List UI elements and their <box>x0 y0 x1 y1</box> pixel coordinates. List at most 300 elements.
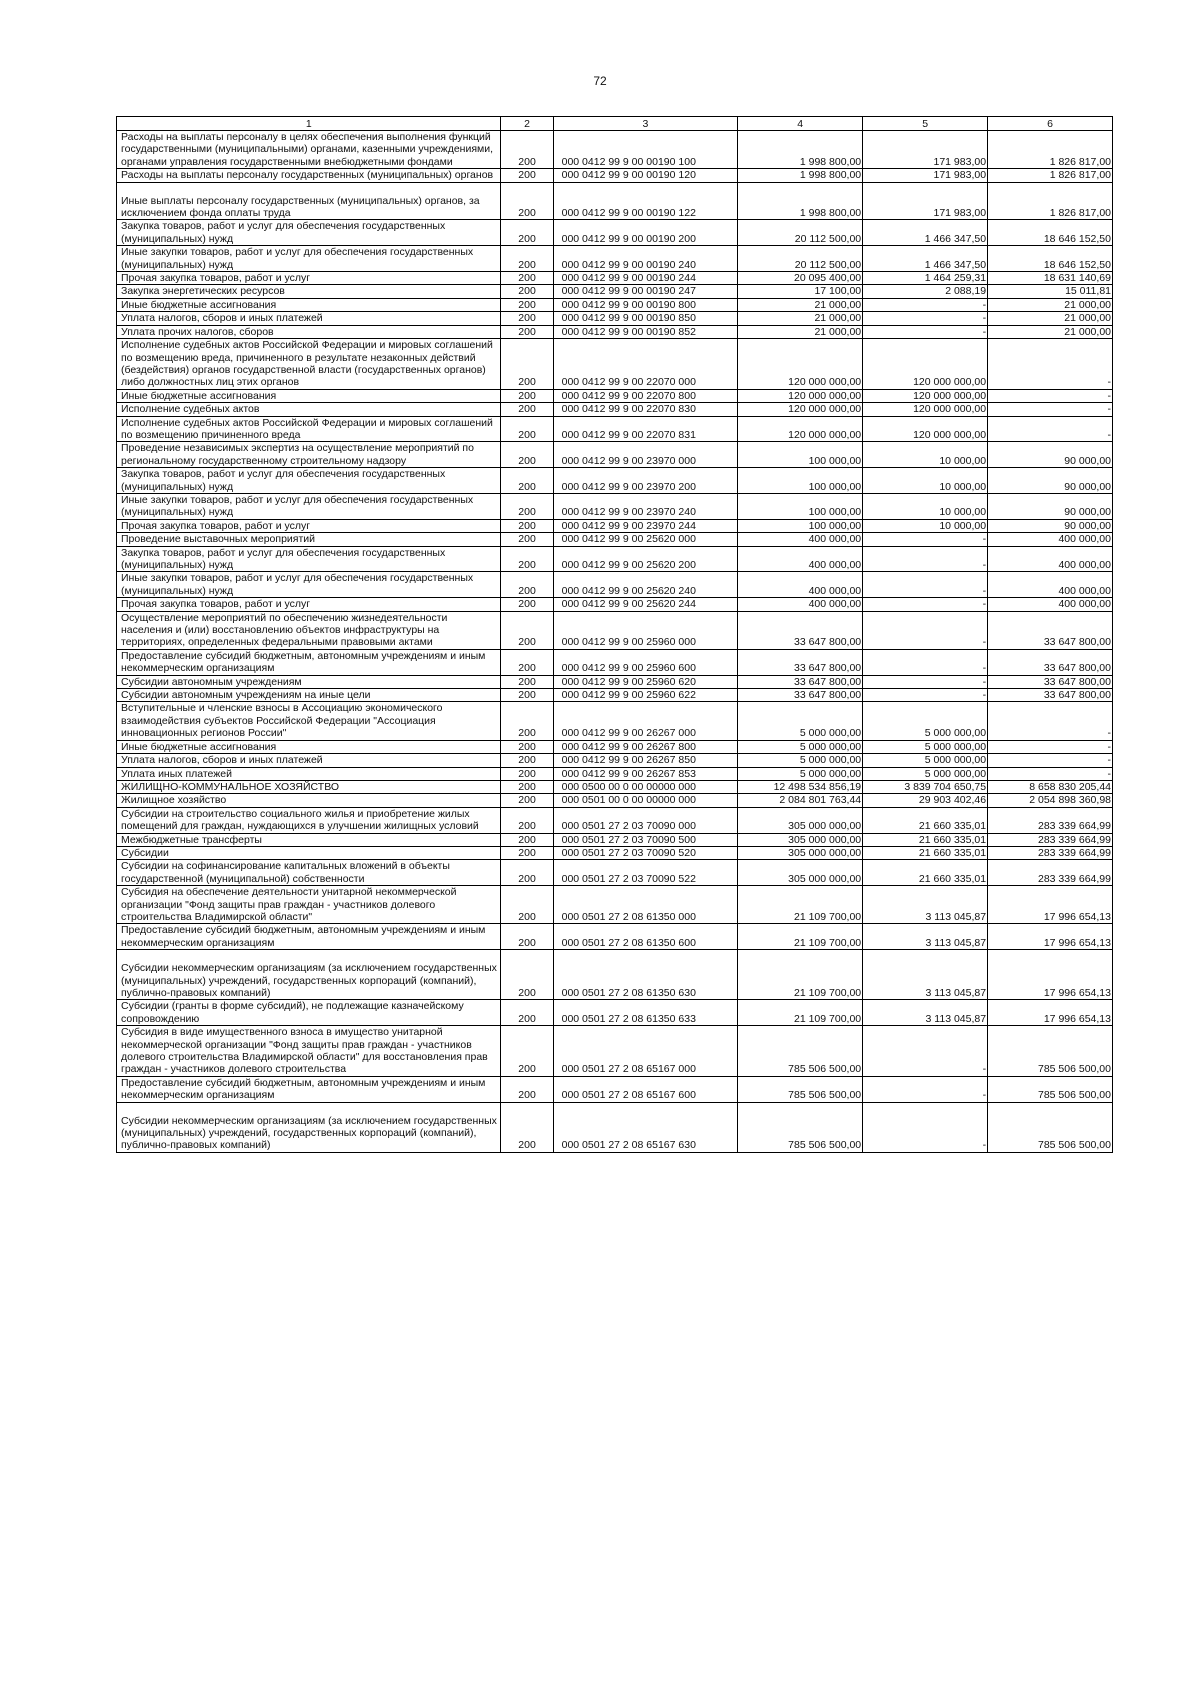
approved-amount: 33 647 800,00 <box>738 689 863 702</box>
expense-name: Закупка товаров, работ и услуг для обеспечения государственных (муниципальных) нужд <box>117 546 501 572</box>
budget-classification-code: 000 0412 99 9 00 00190 852 <box>553 325 738 338</box>
admin-code: 200 <box>501 416 553 442</box>
executed-amount: 21 660 335,01 <box>863 833 988 846</box>
remaining-amount: 21 000,00 <box>988 312 1113 325</box>
budget-classification-code: 000 0412 99 9 00 00190 120 <box>553 169 738 182</box>
approved-amount: 21 109 700,00 <box>738 950 863 1000</box>
admin-code: 200 <box>501 675 553 688</box>
remaining-amount: 1 826 817,00 <box>988 169 1113 182</box>
executed-amount: 5 000 000,00 <box>863 740 988 753</box>
approved-amount: 5 000 000,00 <box>738 740 863 753</box>
expense-name: ЖИЛИЩНО-КОММУНАЛЬНОЕ ХОЗЯЙСТВО <box>117 780 501 793</box>
table-row <box>117 220 1113 246</box>
expense-name: Проведение выставочных мероприятий <box>117 533 501 546</box>
budget-classification-code: 000 0501 27 2 03 70090 522 <box>553 860 738 886</box>
table-row <box>117 533 1113 546</box>
table-row <box>117 924 1113 950</box>
column-number: 4 <box>738 117 863 131</box>
approved-amount: 120 000 000,00 <box>738 416 863 442</box>
approved-amount: 17 100,00 <box>738 285 863 298</box>
executed-amount: 3 839 704 650,75 <box>863 780 988 793</box>
budget-classification-code: 000 0412 99 9 00 25960 600 <box>553 649 738 675</box>
admin-code: 200 <box>501 754 553 767</box>
executed-amount: 5 000 000,00 <box>863 702 988 740</box>
budget-classification-code: 000 0501 27 2 08 61350 000 <box>553 886 738 924</box>
table-row <box>117 182 1113 220</box>
expense-name: Исполнение судебных актов <box>117 403 501 416</box>
table-row <box>117 702 1113 740</box>
admin-code: 200 <box>501 572 553 598</box>
remaining-amount: 785 506 500,00 <box>988 1102 1113 1152</box>
admin-code: 200 <box>501 794 553 807</box>
remaining-amount: - <box>988 754 1113 767</box>
remaining-amount: 33 647 800,00 <box>988 649 1113 675</box>
approved-amount: 400 000,00 <box>738 572 863 598</box>
budget-classification-code: 000 0412 99 9 00 00190 200 <box>553 220 738 246</box>
executed-amount: - <box>863 1076 988 1102</box>
expense-name: Субсидии (гранты в форме субсидий), не подлежащие казначейскому сопровождению <box>117 1000 501 1026</box>
executed-amount: - <box>863 689 988 702</box>
executed-amount: - <box>863 312 988 325</box>
table-row <box>117 846 1113 859</box>
table-row <box>117 598 1113 611</box>
executed-amount: - <box>863 533 988 546</box>
table-row <box>117 403 1113 416</box>
budget-classification-code: 000 0500 00 0 00 00000 000 <box>553 780 738 793</box>
budget-classification-code: 000 0412 99 9 00 23970 244 <box>553 519 738 532</box>
cell-spacer <box>121 950 497 962</box>
expense-name: Осуществление мероприятий по обеспечению жизнедеятельности населения и (или) восстановлению объектов инфраструктуры на территориях, определенных федеральными правовыми актами <box>117 611 501 649</box>
budget-classification-code: 000 0412 99 9 00 23970 200 <box>553 468 738 494</box>
admin-code: 200 <box>501 689 553 702</box>
budget-classification-code: 000 0412 99 9 00 00190 800 <box>553 298 738 311</box>
approved-amount: 21 109 700,00 <box>738 886 863 924</box>
admin-code: 200 <box>501 312 553 325</box>
table-row <box>117 546 1113 572</box>
budget-classification-code: 000 0501 27 2 08 61350 630 <box>553 950 738 1000</box>
remaining-amount: 1 826 817,00 <box>988 182 1113 220</box>
table-row <box>117 807 1113 833</box>
budget-classification-code: 000 0412 99 9 00 22070 000 <box>553 339 738 390</box>
executed-amount: - <box>863 598 988 611</box>
executed-amount: 10 000,00 <box>863 442 988 468</box>
approved-amount: 120 000 000,00 <box>738 339 863 390</box>
admin-code: 200 <box>501 860 553 886</box>
remaining-amount: 21 000,00 <box>988 298 1113 311</box>
executed-amount: 1 466 347,50 <box>863 246 988 272</box>
remaining-amount: 283 339 664,99 <box>988 833 1113 846</box>
expense-name: Субсидия в виде имущественного взноса в имущество унитарной некоммерческой организации "Фонд защиты прав граждан - участников долевого строительства Владимирской области" для восстановления прав граждан - участников долевого строительства <box>117 1026 501 1077</box>
admin-code: 200 <box>501 339 553 390</box>
executed-amount: 5 000 000,00 <box>863 754 988 767</box>
table-row <box>117 780 1113 793</box>
admin-code: 200 <box>501 833 553 846</box>
budget-classification-code: 000 0412 99 9 00 26267 853 <box>553 767 738 780</box>
admin-code: 200 <box>501 169 553 182</box>
admin-code: 200 <box>501 846 553 859</box>
expense-name <box>117 1102 501 1152</box>
approved-amount: 1 998 800,00 <box>738 131 863 169</box>
expense-name: Субсидии на софинансирование капитальных вложений в объекты государственной (муниципальной) собственности <box>117 860 501 886</box>
expense-name: Иные закупки товаров, работ и услуг для обеспечения государственных (муниципальных) нужд <box>117 246 501 272</box>
column-number: 5 <box>863 117 988 131</box>
table-row <box>117 1076 1113 1102</box>
admin-code: 200 <box>501 325 553 338</box>
executed-amount: 21 660 335,01 <box>863 807 988 833</box>
approved-amount: 33 647 800,00 <box>738 611 863 649</box>
admin-code: 200 <box>501 1000 553 1026</box>
executed-amount: 29 903 402,46 <box>863 794 988 807</box>
expense-name: Расходы на выплаты персоналу государственных (муниципальных) органов <box>117 169 501 182</box>
expense-name: Уплата иных платежей <box>117 767 501 780</box>
expense-name: Предоставление субсидий бюджетным, автономным учреждениям и иным некоммерческим организациям <box>117 649 501 675</box>
admin-code: 200 <box>501 767 553 780</box>
expense-name: Прочая закупка товаров, работ и услуг <box>117 598 501 611</box>
expense-name: Межбюджетные трансферты <box>117 833 501 846</box>
expense-name: Иные закупки товаров, работ и услуг для обеспечения государственных (муниципальных) нужд <box>117 572 501 598</box>
expense-name: Прочая закупка товаров, работ и услуг <box>117 272 501 285</box>
approved-amount: 400 000,00 <box>738 546 863 572</box>
remaining-amount: 400 000,00 <box>988 546 1113 572</box>
remaining-amount: 21 000,00 <box>988 325 1113 338</box>
approved-amount: 100 000,00 <box>738 442 863 468</box>
budget-classification-code: 000 0501 27 2 08 61350 633 <box>553 1000 738 1026</box>
remaining-amount: 17 996 654,13 <box>988 924 1113 950</box>
executed-amount: 120 000 000,00 <box>863 389 988 402</box>
approved-amount: 100 000,00 <box>738 468 863 494</box>
remaining-amount: 33 647 800,00 <box>988 675 1113 688</box>
admin-code: 200 <box>501 886 553 924</box>
table-row <box>117 272 1113 285</box>
admin-code: 200 <box>501 403 553 416</box>
expense-name: Жилищное хозяйство <box>117 794 501 807</box>
approved-amount: 785 506 500,00 <box>738 1026 863 1077</box>
table-row <box>117 442 1113 468</box>
admin-code: 200 <box>501 519 553 532</box>
budget-classification-code: 000 0412 99 9 00 00190 247 <box>553 285 738 298</box>
remaining-amount: - <box>988 767 1113 780</box>
executed-amount: 21 660 335,01 <box>863 860 988 886</box>
table-row <box>117 1000 1113 1026</box>
budget-classification-code: 000 0412 99 9 00 25960 000 <box>553 611 738 649</box>
column-number-row <box>117 117 1113 131</box>
table-row <box>117 325 1113 338</box>
budget-classification-code: 000 0501 27 2 03 70090 500 <box>553 833 738 846</box>
table-row <box>117 740 1113 753</box>
expense-name: Исполнение судебных актов Российской Федерации и мировых соглашений по возмещению вреда, причиненного в результате незаконных действий (бездействия) органов государственной власти (государственных органов) либо должностных лиц этих органов <box>117 339 501 390</box>
expense-name: Уплата прочих налогов, сборов <box>117 325 501 338</box>
budget-classification-code: 000 0501 27 2 03 70090 520 <box>553 846 738 859</box>
remaining-amount: 1 826 817,00 <box>988 131 1113 169</box>
approved-amount: 305 000 000,00 <box>738 846 863 859</box>
executed-amount: - <box>863 298 988 311</box>
cell-spacer <box>121 183 497 195</box>
remaining-amount: 90 000,00 <box>988 493 1113 519</box>
approved-amount: 305 000 000,00 <box>738 807 863 833</box>
executed-amount: 21 660 335,01 <box>863 846 988 859</box>
budget-classification-code: 000 0412 99 9 00 25960 622 <box>553 689 738 702</box>
approved-amount: 400 000,00 <box>738 533 863 546</box>
admin-code: 200 <box>501 1076 553 1102</box>
executed-amount: 3 113 045,87 <box>863 886 988 924</box>
executed-amount: 10 000,00 <box>863 519 988 532</box>
approved-amount: 33 647 800,00 <box>738 649 863 675</box>
budget-table <box>116 116 1113 1153</box>
budget-classification-code: 000 0412 99 9 00 00190 240 <box>553 246 738 272</box>
remaining-amount: 283 339 664,99 <box>988 807 1113 833</box>
budget-classification-code: 000 0412 99 9 00 00190 244 <box>553 272 738 285</box>
table-row <box>117 246 1113 272</box>
table-row <box>117 416 1113 442</box>
expense-name: Иные закупки товаров, работ и услуг для обеспечения государственных (муниципальных) нужд <box>117 493 501 519</box>
table-row <box>117 572 1113 598</box>
executed-amount: - <box>863 1102 988 1152</box>
admin-code: 200 <box>501 780 553 793</box>
remaining-amount: 283 339 664,99 <box>988 846 1113 859</box>
budget-classification-code: 000 0412 99 9 00 25620 200 <box>553 546 738 572</box>
expense-name <box>117 182 501 220</box>
table-row <box>117 519 1113 532</box>
admin-code: 200 <box>501 246 553 272</box>
table-row <box>117 1102 1113 1152</box>
executed-amount: 1 466 347,50 <box>863 220 988 246</box>
admin-code: 200 <box>501 131 553 169</box>
budget-classification-code: 000 0412 99 9 00 26267 850 <box>553 754 738 767</box>
admin-code: 200 <box>501 389 553 402</box>
table-row <box>117 767 1113 780</box>
table-row <box>117 754 1113 767</box>
expense-name: Предоставление субсидий бюджетным, автономным учреждениям и иным некоммерческим организациям <box>117 1076 501 1102</box>
budget-classification-code: 000 0412 99 9 00 26267 800 <box>553 740 738 753</box>
table-row <box>117 689 1113 702</box>
executed-amount: 171 983,00 <box>863 131 988 169</box>
expense-name-text: Субсидии некоммерческим организациям (за исключением государственных (муниципальных) учреждений, государственных корпораций (компаний), публично-правовых компаний) <box>121 962 497 999</box>
budget-classification-code: 000 0412 99 9 00 23970 240 <box>553 493 738 519</box>
expense-name: Проведение независимых экспертиз на осуществление мероприятий по региональному государственному строительному надзору <box>117 442 501 468</box>
budget-classification-code: 000 0412 99 9 00 22070 831 <box>553 416 738 442</box>
expense-name: Иные бюджетные ассигнования <box>117 298 501 311</box>
budget-classification-code: 000 0412 99 9 00 00190 122 <box>553 182 738 220</box>
admin-code: 200 <box>501 924 553 950</box>
approved-amount: 785 506 500,00 <box>738 1076 863 1102</box>
admin-code: 200 <box>501 182 553 220</box>
expense-name-text: Иные выплаты персоналу государственных (муниципальных) органов, за исключением фонда оплаты труда <box>121 194 480 220</box>
executed-amount: - <box>863 325 988 338</box>
remaining-amount: 18 646 152,50 <box>988 246 1113 272</box>
approved-amount: 5 000 000,00 <box>738 702 863 740</box>
approved-amount: 400 000,00 <box>738 598 863 611</box>
expense-name: Уплата налогов, сборов и иных платежей <box>117 312 501 325</box>
remaining-amount: 17 996 654,13 <box>988 886 1113 924</box>
admin-code: 200 <box>501 442 553 468</box>
remaining-amount: 400 000,00 <box>988 598 1113 611</box>
approved-amount: 21 109 700,00 <box>738 1000 863 1026</box>
table-row <box>117 886 1113 924</box>
remaining-amount: 400 000,00 <box>988 533 1113 546</box>
expense-name: Закупка товаров, работ и услуг для обеспечения государственных (муниципальных) нужд <box>117 468 501 494</box>
expense-name: Субсидии автономным учреждениям <box>117 675 501 688</box>
table-row <box>117 169 1113 182</box>
expense-name: Вступительные и членские взносы в Ассоциацию экономического взаимодействия субъектов Российской Федерации "Ассоциация инновационных регионов России" <box>117 702 501 740</box>
expense-name: Исполнение судебных актов Российской Федерации и мировых соглашений по возмещению причиненного вреда <box>117 416 501 442</box>
approved-amount: 21 109 700,00 <box>738 924 863 950</box>
approved-amount: 20 112 500,00 <box>738 246 863 272</box>
column-number: 2 <box>501 117 553 131</box>
remaining-amount: 90 000,00 <box>988 468 1113 494</box>
executed-amount: - <box>863 649 988 675</box>
admin-code: 200 <box>501 598 553 611</box>
column-number: 3 <box>553 117 738 131</box>
remaining-amount: - <box>988 389 1113 402</box>
expense-name: Прочая закупка товаров, работ и услуг <box>117 519 501 532</box>
remaining-amount: 2 054 898 360,98 <box>988 794 1113 807</box>
expense-name <box>117 950 501 1000</box>
executed-amount: - <box>863 572 988 598</box>
budget-classification-code: 000 0412 99 9 00 00190 850 <box>553 312 738 325</box>
table-row <box>117 860 1113 886</box>
remaining-amount: 785 506 500,00 <box>988 1076 1113 1102</box>
remaining-amount: 90 000,00 <box>988 519 1113 532</box>
budget-classification-code: 000 0412 99 9 00 26267 000 <box>553 702 738 740</box>
remaining-amount: 17 996 654,13 <box>988 950 1113 1000</box>
budget-classification-code: 000 0412 99 9 00 00190 100 <box>553 131 738 169</box>
executed-amount: - <box>863 675 988 688</box>
remaining-amount: 8 658 830 205,44 <box>988 780 1113 793</box>
approved-amount: 20 112 500,00 <box>738 220 863 246</box>
admin-code: 200 <box>501 533 553 546</box>
remaining-amount: - <box>988 702 1113 740</box>
approved-amount: 21 000,00 <box>738 312 863 325</box>
expense-name: Закупка энергетических ресурсов <box>117 285 501 298</box>
admin-code: 200 <box>501 1026 553 1077</box>
executed-amount: 5 000 000,00 <box>863 767 988 780</box>
cell-spacer <box>121 1103 497 1115</box>
expense-name: Иные бюджетные ассигнования <box>117 389 501 402</box>
approved-amount: 1 998 800,00 <box>738 169 863 182</box>
expense-name: Субсидии <box>117 846 501 859</box>
budget-classification-code: 000 0412 99 9 00 22070 830 <box>553 403 738 416</box>
executed-amount: 10 000,00 <box>863 468 988 494</box>
executed-amount: 3 113 045,87 <box>863 924 988 950</box>
table-row <box>117 131 1113 169</box>
admin-code: 200 <box>501 649 553 675</box>
budget-classification-code: 000 0412 99 9 00 25620 240 <box>553 572 738 598</box>
executed-amount: 120 000 000,00 <box>863 416 988 442</box>
budget-classification-code: 000 0412 99 9 00 25960 620 <box>553 675 738 688</box>
executed-amount: - <box>863 611 988 649</box>
remaining-amount: - <box>988 416 1113 442</box>
executed-amount: 3 113 045,87 <box>863 1000 988 1026</box>
budget-classification-code: 000 0412 99 9 00 23970 000 <box>553 442 738 468</box>
expense-name: Субсидии автономным учреждениям на иные цели <box>117 689 501 702</box>
approved-amount: 21 000,00 <box>738 325 863 338</box>
table-row <box>117 649 1113 675</box>
budget-classification-code: 000 0501 27 2 08 61350 600 <box>553 924 738 950</box>
admin-code: 200 <box>501 702 553 740</box>
executed-amount: - <box>863 546 988 572</box>
approved-amount: 120 000 000,00 <box>738 389 863 402</box>
executed-amount: 1 464 259,31 <box>863 272 988 285</box>
approved-amount: 20 095 400,00 <box>738 272 863 285</box>
budget-classification-code: 000 0412 99 9 00 25620 000 <box>553 533 738 546</box>
budget-classification-code: 000 0501 00 0 00 00000 000 <box>553 794 738 807</box>
approved-amount: 2 084 801 763,44 <box>738 794 863 807</box>
table-row <box>117 389 1113 402</box>
approved-amount: 785 506 500,00 <box>738 1102 863 1152</box>
admin-code: 200 <box>501 740 553 753</box>
executed-amount: 171 983,00 <box>863 169 988 182</box>
expense-name: Субсидия на обеспечение деятельности унитарной некоммерческой организации "Фонд защиты прав граждан - участников долевого строительства Владимирской области" <box>117 886 501 924</box>
admin-code: 200 <box>501 611 553 649</box>
budget-classification-code: 000 0501 27 2 03 70090 000 <box>553 807 738 833</box>
table-row <box>117 339 1113 390</box>
table-row <box>117 950 1113 1000</box>
remaining-amount: 18 646 152,50 <box>988 220 1113 246</box>
remaining-amount: 33 647 800,00 <box>988 611 1113 649</box>
approved-amount: 305 000 000,00 <box>738 860 863 886</box>
admin-code: 200 <box>501 807 553 833</box>
approved-amount: 12 498 534 856,19 <box>738 780 863 793</box>
approved-amount: 100 000,00 <box>738 519 863 532</box>
expense-name: Субсидии на строительство социального жилья и приобретение жилых помещений для граждан, нуждающихся в улучшении жилищных условий <box>117 807 501 833</box>
table-row <box>117 312 1113 325</box>
budget-classification-code: 000 0501 27 2 08 65167 600 <box>553 1076 738 1102</box>
executed-amount: 2 088,19 <box>863 285 988 298</box>
column-number: 1 <box>117 117 501 131</box>
expense-name: Иные бюджетные ассигнования <box>117 740 501 753</box>
remaining-amount: 15 011,81 <box>988 285 1113 298</box>
approved-amount: 33 647 800,00 <box>738 675 863 688</box>
remaining-amount: 33 647 800,00 <box>988 689 1113 702</box>
remaining-amount: 785 506 500,00 <box>988 1026 1113 1077</box>
remaining-amount: 400 000,00 <box>988 572 1113 598</box>
admin-code: 200 <box>501 546 553 572</box>
table-row <box>117 493 1113 519</box>
admin-code: 200 <box>501 285 553 298</box>
table-row <box>117 298 1113 311</box>
admin-code: 200 <box>501 1102 553 1152</box>
approved-amount: 305 000 000,00 <box>738 833 863 846</box>
admin-code: 200 <box>501 950 553 1000</box>
approved-amount: 1 998 800,00 <box>738 182 863 220</box>
executed-amount: 120 000 000,00 <box>863 339 988 390</box>
approved-amount: 120 000 000,00 <box>738 403 863 416</box>
table-row <box>117 611 1113 649</box>
admin-code: 200 <box>501 468 553 494</box>
admin-code: 200 <box>501 272 553 285</box>
remaining-amount: - <box>988 403 1113 416</box>
column-number: 6 <box>988 117 1113 131</box>
remaining-amount: - <box>988 740 1113 753</box>
table-row <box>117 468 1113 494</box>
admin-code: 200 <box>501 493 553 519</box>
executed-amount: - <box>863 1026 988 1077</box>
remaining-amount: 17 996 654,13 <box>988 1000 1113 1026</box>
expense-name: Закупка товаров, работ и услуг для обеспечения государственных (муниципальных) нужд <box>117 220 501 246</box>
budget-classification-code: 000 0501 27 2 08 65167 000 <box>553 1026 738 1077</box>
approved-amount: 5 000 000,00 <box>738 754 863 767</box>
budget-classification-code: 000 0501 27 2 08 65167 630 <box>553 1102 738 1152</box>
remaining-amount: - <box>988 339 1113 390</box>
approved-amount: 100 000,00 <box>738 493 863 519</box>
executed-amount: 10 000,00 <box>863 493 988 519</box>
remaining-amount: 283 339 664,99 <box>988 860 1113 886</box>
executed-amount: 171 983,00 <box>863 182 988 220</box>
table-row <box>117 675 1113 688</box>
admin-code: 200 <box>501 220 553 246</box>
executed-amount: 120 000 000,00 <box>863 403 988 416</box>
budget-classification-code: 000 0412 99 9 00 25620 244 <box>553 598 738 611</box>
